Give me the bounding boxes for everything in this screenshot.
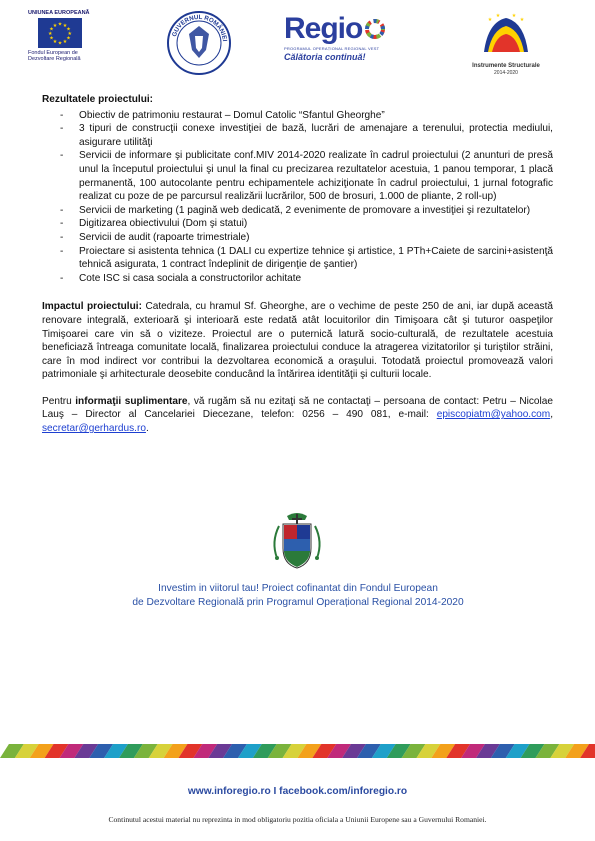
regio-wordmark: Regio xyxy=(284,12,363,45)
results-item xyxy=(42,272,553,286)
main-content xyxy=(42,93,553,436)
structural-instruments-logo xyxy=(464,12,548,82)
investment-line-1: Investim in viitorul tau! Proiect cofinantat din Fondul European xyxy=(158,583,438,594)
instruments-line-2: 2014-2020 xyxy=(494,70,518,76)
investment-line-2: de Dezvoltare Regională prin Programul Operațional Regional 2014-2020 xyxy=(132,597,464,608)
results-item xyxy=(42,149,553,203)
svg-text:★: ★ xyxy=(52,22,58,29)
bullet-dash: - xyxy=(60,218,64,230)
contact-prefix: Pentru xyxy=(42,395,76,407)
bullet-dash: - xyxy=(60,204,64,216)
results-item xyxy=(42,231,553,245)
results-item-text: Servicii de audit (rapoarte trimestriale) xyxy=(79,231,250,243)
contact-text: , vă rugăm să nu ezitaţi să ne contactaţi – persoana de contact: Petru – Nicolae Lauş – Director al Cancelariei Diecezane, telefon: 0256 – 490 081, e-mail: xyxy=(42,395,554,421)
regio-small-caption: PROGRAMUL OPERAȚIONAL REGIONAL VEST xyxy=(284,46,380,51)
regio-tagline: Călătoria continuă! xyxy=(284,52,366,62)
eu-logo-caption-2: Dezvoltare Regională xyxy=(28,56,81,62)
svg-text:★: ★ xyxy=(62,22,68,29)
eu-logo xyxy=(28,10,96,62)
svg-text:★: ★ xyxy=(47,31,53,37)
structural-instruments-icon xyxy=(480,12,532,56)
impact-text: Catedrala, cu hramul Sf. Gheorghe, are o vechime de peste 250 de ani, iar după această renovare integrală, exterioară şi interioară este redată atât locuitorilor din Timişoara cât şi tuturor oaspeţilor Timişoarei care vin să o viziteze. Proiectul are o puternică latură socio-culturală, de rezultatele acestuia beneficiază întreaga comunitate locală, finalizarea proiectului conduce la atragerea vizitatorilor şi turiştilor străini, care în mod indirect vor contribui la dezvoltarea economică a oraşului. Totodată proiectul promovează valori patrimoniale şi arhitecturale deosebite conducând la întărirea identităţii şi culturii locale. xyxy=(42,301,553,381)
bullet-dash: - xyxy=(60,123,64,135)
results-item xyxy=(42,122,553,149)
results-item xyxy=(42,204,553,218)
email-link-secretar[interactable]: secretar@gerhardus.ro xyxy=(42,423,146,435)
color-stripe xyxy=(0,744,595,758)
contact-separator: , xyxy=(550,409,553,421)
bullet-dash: - xyxy=(60,150,64,162)
regio-ring-icon xyxy=(364,18,386,40)
eu-logo-caption-1: Fondul European de xyxy=(28,50,78,56)
results-item-text: Servicii de informare şi publicitate conf.MIV 2014-2020 realizate în cadrul proiectului (2 anunturi de presă unul la începutul proiectului şi unul la final cu precizarea rezultatelor acestuia, 1 panou temporar, 1 placă permanentă, 100 autocolante pentru echipamentele achiziţionate în cadrul proiectului, 1 jurnal fotografic realizat cu poze de pe parcursul realizării lucrărilor, 500 de brosuri, 1.000 de pliante, 2 roll-up) xyxy=(79,150,553,203)
results-item-text: Obiectiv de patrimoniu restaurat – Domul Catolic “Sfantul Gheorghe” xyxy=(79,109,385,121)
footer-links[interactable]: www.inforegio.ro I facebook.com/inforegio.ro xyxy=(187,786,408,797)
results-item xyxy=(42,245,553,272)
svg-text:★: ★ xyxy=(57,21,63,28)
instruments-line-1: Instrumente Structurale xyxy=(472,63,540,69)
svg-text:★: ★ xyxy=(52,39,58,46)
bullet-dash: - xyxy=(60,109,64,121)
results-item-text: Cote ISC si casa sociala a constructorilor achitate xyxy=(79,272,302,284)
impact-label: Impactul proiectului: xyxy=(42,301,142,313)
eu-flag-icon xyxy=(38,18,82,48)
email-link-episcopia[interactable]: episcopiatm@yahoo.com xyxy=(436,409,551,421)
svg-text:★: ★ xyxy=(67,31,73,37)
results-list xyxy=(42,109,553,286)
results-item-text: Proiectare si asistenta tehnica (1 DALI cu expertize tehnice şi artistice, 1 PTh+Caiete de sarcini+asistenţă tehnică asigurata, 1 contract îndeplinit de dirigenţie de şantier) xyxy=(79,245,553,271)
results-item-text: Digitizarea obiectivului (Dom şi statui) xyxy=(79,218,248,230)
bullet-dash: - xyxy=(60,231,64,243)
bullet-dash: - xyxy=(60,245,64,257)
results-title: Rezultatele proiectului: xyxy=(42,94,154,105)
header-logos xyxy=(0,0,595,86)
svg-text:★: ★ xyxy=(66,35,71,42)
bullet-dash: - xyxy=(60,272,64,284)
impact-paragraph xyxy=(42,300,553,382)
eu-logo-caption-top: UNIUNEA EUROPEANĂ xyxy=(28,10,90,16)
results-item-text: 3 tipuri de construcţii conexe investiţiei de bază, lucrări de amenajare a terenului, protectia mediului, asigurare utilităţi xyxy=(79,123,553,148)
results-item xyxy=(42,109,553,123)
svg-text:★: ★ xyxy=(49,26,54,33)
contact-paragraph xyxy=(42,395,553,436)
svg-text:★: ★ xyxy=(511,13,517,19)
government-seal-icon xyxy=(166,10,232,76)
government-logo xyxy=(166,10,232,76)
government-ring-text: GUVERNUL ROMÂNIEI xyxy=(170,13,228,42)
svg-text:★: ★ xyxy=(487,17,493,23)
svg-text:★: ★ xyxy=(519,17,525,23)
footer-disclaimer: Continutul acestui material nu reprezinta in mod obligatoriu pozitia oficiala a Uniunii Europene sau a Guvernului Romaniei. xyxy=(108,815,487,824)
svg-text:★: ★ xyxy=(495,13,501,19)
svg-text:★: ★ xyxy=(57,40,63,47)
svg-text:★: ★ xyxy=(49,35,54,42)
svg-text:★: ★ xyxy=(62,39,68,46)
diocese-crest-icon xyxy=(265,512,329,572)
investment-message xyxy=(60,582,536,610)
results-item xyxy=(42,217,553,231)
contact-end: . xyxy=(145,423,149,435)
contact-bold: informaţii suplimentare xyxy=(75,395,188,407)
regio-logo xyxy=(284,14,410,74)
svg-text:★: ★ xyxy=(66,26,71,33)
results-item-text: Servicii de marketing (1 pagină web dedicată, 2 evenimente de promovare a investiţiei şi rezultatelor) xyxy=(79,204,531,216)
